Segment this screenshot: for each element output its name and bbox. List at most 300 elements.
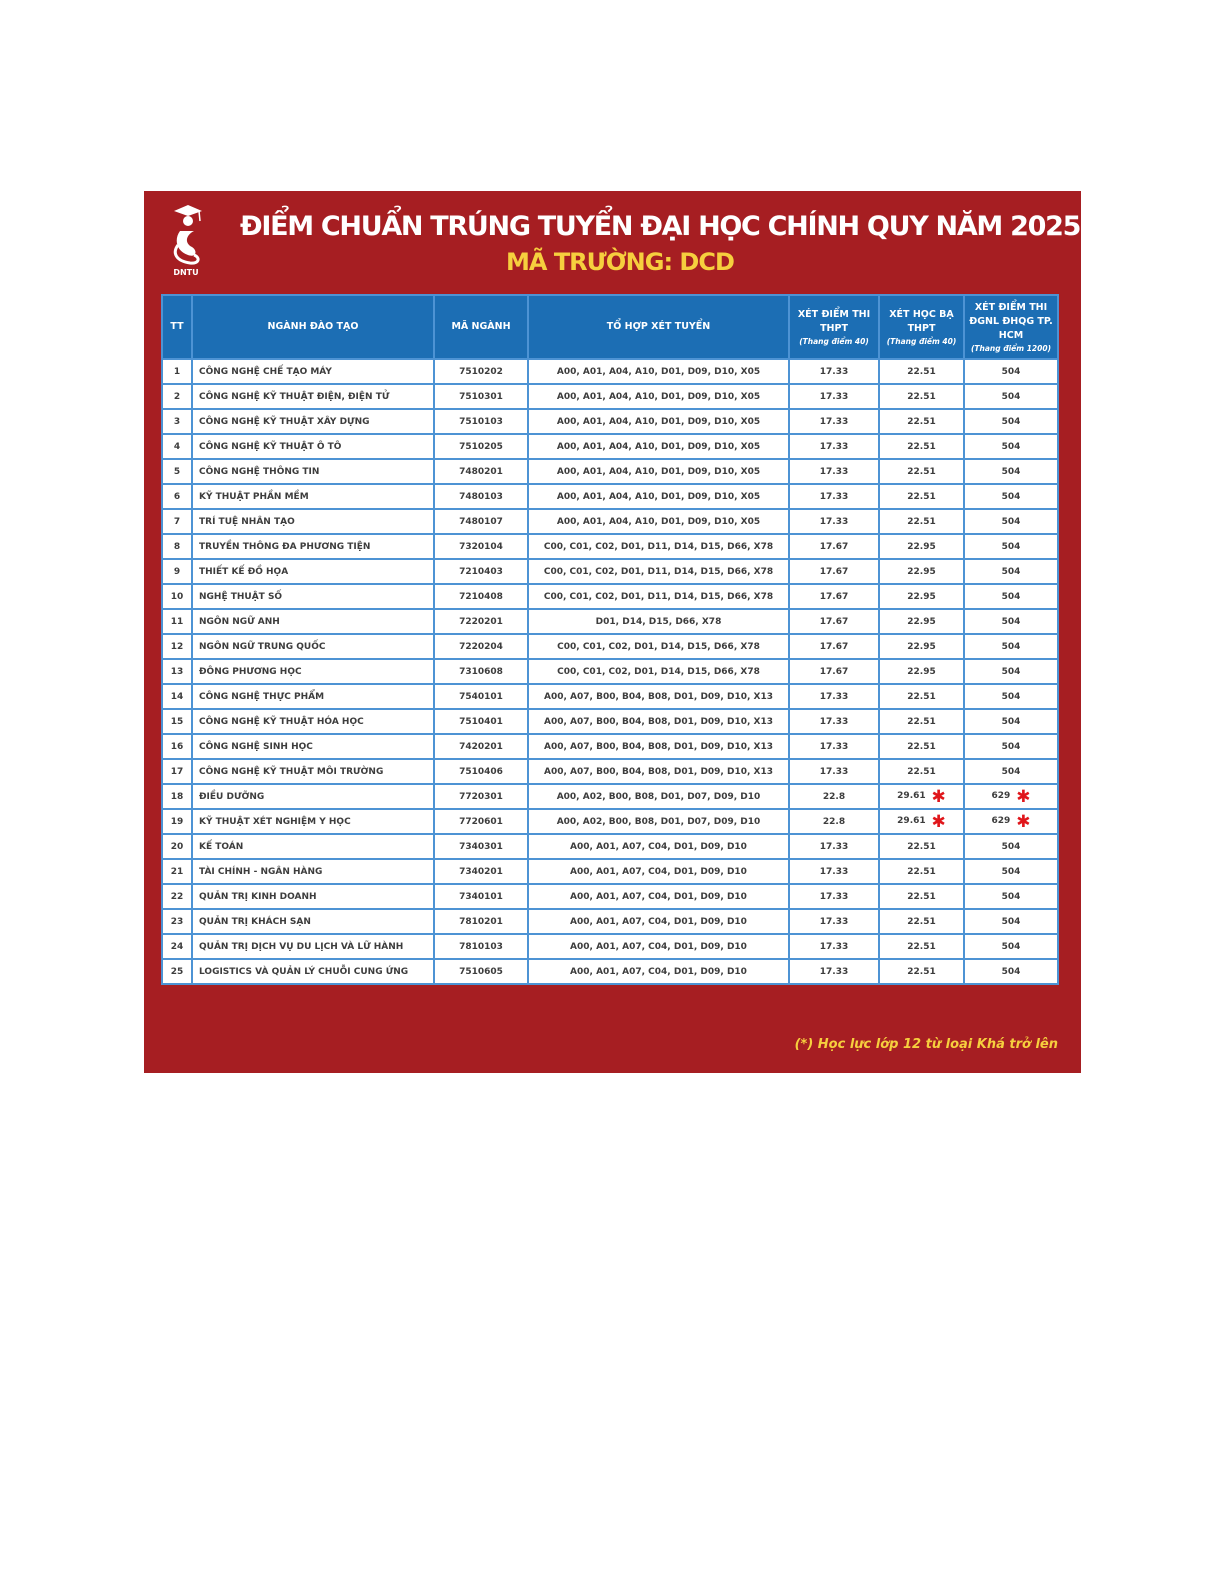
cell-tt [162,509,192,534]
cell-dgnl-value: 504 [1001,566,1021,577]
cell-major [192,434,434,459]
cell-combo [528,609,789,634]
cell-tt [162,734,192,759]
cell-thpt [789,784,879,809]
cell-combo [528,534,789,559]
cell-tt-value: 6 [173,491,181,502]
cell-tt-value: 13 [170,666,184,677]
logo-text: DNTU [173,268,199,277]
cell-hocba-value: 22.51 [907,916,936,927]
cell-code [434,384,528,409]
cell-tt-value: 22 [170,891,184,902]
cell-code [434,459,528,484]
cell-combo-value: A00, A01, A07, C04, D01, D09, D10 [570,966,747,977]
cell-dgnl [964,584,1058,609]
cell-major-value: CÔNG NGHỆ SINH HỌC [199,741,313,752]
cell-dgnl [964,409,1058,434]
admission-poster [144,191,1081,1073]
cell-combo [528,784,789,809]
cell-major-value: TRÍ TUỆ NHÂN TẠO [199,516,295,527]
cell-hocba-value: 22.51 [907,441,936,452]
cell-combo [528,734,789,759]
cell-code [434,534,528,559]
cell-hocba-value: 22.51 [907,416,936,427]
asterisk-icon: ✱ [925,787,946,807]
cell-major-value: CÔNG NGHỆ KỸ THUẬT ĐIỆN, ĐIỆN TỬ [199,391,390,402]
header-hocba-unit: (Thang điểm 40) [886,336,957,346]
table-row [162,784,1058,809]
cell-thpt-value: 17.33 [819,466,849,477]
cell-dgnl-value: 504 [1001,666,1021,677]
cell-code [434,609,528,634]
cell-major-value: QUẢN TRỊ KINH DOANH [199,891,317,902]
cell-hocba-value: 22.51 [907,766,936,777]
cell-major-value: LOGISTICS VÀ QUẢN LÝ CHUỖI CUNG ỨNG [199,966,409,977]
cell-thpt [789,484,879,509]
cell-code [434,409,528,434]
cell-combo [528,909,789,934]
cell-combo-value: A00, A01, A07, C04, D01, D09, D10 [570,891,747,902]
cell-major-value: THIẾT KẾ ĐỒ HỌA [199,566,289,577]
table-row [162,559,1058,584]
cell-hocba-value: 22.51 [907,691,936,702]
cell-major-value: TRUYỀN THÔNG ĐA PHƯƠNG TIỆN [199,541,371,552]
cell-combo-value: C00, C01, C02, D01, D11, D14, D15, D66, X78 [543,541,774,552]
cell-hocba [879,384,964,409]
cell-combo [528,584,789,609]
cell-hocba [879,584,964,609]
header-combo: TỔ HỢP XÉT TUYỂN [528,295,789,359]
cell-combo [528,709,789,734]
cell-thpt-value: 17.33 [819,416,849,427]
cell-tt-value: 19 [170,816,184,827]
cell-code [434,484,528,509]
cell-hocba [879,659,964,684]
table-row [162,484,1058,509]
cell-code-value: 7720301 [459,791,503,802]
cell-thpt [789,459,879,484]
cell-major-value: KỸ THUẬT XÉT NGHIỆM Y HỌC [199,816,351,827]
cell-dgnl-value: 504 [1001,916,1021,927]
cell-thpt-value: 17.33 [819,441,849,452]
cell-major [192,884,434,909]
cell-thpt [789,759,879,784]
cell-tt-value: 14 [170,691,184,702]
cell-code [434,809,528,834]
cell-tt [162,559,192,584]
table-row [162,509,1058,534]
cell-major [192,759,434,784]
cell-major-value: QUẢN TRỊ DỊCH VỤ DU LỊCH VÀ LỮ HÀNH [199,941,404,952]
cell-tt [162,434,192,459]
cell-thpt-value: 17.33 [819,916,849,927]
cell-tt [162,384,192,409]
cell-combo-value: A00, A01, A07, C04, D01, D09, D10 [570,941,747,952]
cell-thpt [789,934,879,959]
cell-dgnl [964,384,1058,409]
cell-dgnl-value: 504 [1001,966,1021,977]
cell-code [434,934,528,959]
cell-code-value: 7510401 [459,716,503,727]
cell-major [192,534,434,559]
cell-thpt-value: 17.67 [819,566,849,577]
cell-thpt-value: 17.67 [819,641,849,652]
cell-hocba [879,434,964,459]
cell-major-value: CÔNG NGHỆ KỸ THUẬT MÔI TRƯỜNG [199,766,384,777]
cell-tt-value: 7 [173,516,181,527]
cell-tt [162,884,192,909]
asterisk-icon: ✱ [1010,787,1031,807]
cell-combo-value: A00, A02, B00, B08, D01, D07, D09, D10 [556,816,761,827]
cell-hocba-value: 22.51 [907,466,936,477]
cell-tt [162,484,192,509]
cell-combo [528,409,789,434]
cell-code-value: 7480103 [459,491,503,502]
cell-combo-value: A00, A01, A04, A10, D01, D09, D10, X05 [556,466,761,477]
cell-dgnl [964,734,1058,759]
cell-thpt-value: 17.33 [819,966,849,977]
dntu-logo [166,199,206,277]
cell-hocba-value: 22.51 [907,391,936,402]
cell-hocba [879,484,964,509]
table-row [162,659,1058,684]
cell-hocba-value: 22.95 [907,666,936,677]
cell-code-value: 7340301 [459,841,503,852]
cell-hocba-value: 22.51 [907,966,936,977]
cell-combo-value: A00, A07, B00, B04, B08, D01, D09, D10, X13 [544,766,773,777]
cell-dgnl [964,759,1058,784]
cell-tt [162,759,192,784]
cell-major [192,509,434,534]
cell-dgnl-value: 504 [1001,841,1021,852]
cell-thpt-value: 17.33 [819,516,849,527]
cell-code [434,709,528,734]
cell-code [434,509,528,534]
cell-hocba [879,834,964,859]
table-row [162,809,1058,834]
cell-dgnl [964,809,1058,834]
cell-thpt [789,859,879,884]
cell-dgnl-value: 504 [1001,466,1021,477]
cell-code-value: 7210403 [459,566,503,577]
cell-thpt-value: 17.33 [819,716,849,727]
cell-dgnl [964,784,1058,809]
cell-thpt-value: 17.33 [819,866,849,877]
cell-hocba [879,359,964,384]
cell-dgnl-value: 504 [1001,366,1021,377]
footnote: (*) Học lực lớp 12 từ loại Khá trở lên [794,1037,1058,1052]
cell-thpt [789,659,879,684]
cell-combo-value: A00, A01, A04, A10, D01, D09, D10, X05 [556,441,761,452]
cell-combo [528,884,789,909]
cell-hocba [879,784,964,809]
cell-tt [162,659,192,684]
table-row [162,534,1058,559]
cell-tt [162,809,192,834]
cell-tt [162,534,192,559]
cell-code [434,659,528,684]
cell-code-value: 7310608 [459,666,503,677]
cell-tt-value: 10 [170,591,184,602]
cell-tt-value: 16 [170,741,184,752]
cell-combo-value: A00, A01, A07, C04, D01, D09, D10 [570,916,747,927]
cell-code-value: 7510103 [459,416,503,427]
table-row [162,909,1058,934]
cell-hocba [879,859,964,884]
cell-tt [162,859,192,884]
cell-thpt-value: 17.67 [819,541,849,552]
cell-hocba [879,734,964,759]
cell-code [434,784,528,809]
cell-code-value: 7720601 [459,816,503,827]
cell-tt-value: 8 [173,541,181,552]
cell-dgnl-value: 504 [1001,441,1021,452]
header-code: MÃ NGÀNH [434,295,528,359]
cell-major-value: CÔNG NGHỆ THỰC PHẨM [199,691,325,702]
cell-tt [162,409,192,434]
cell-code-value: 7340201 [459,866,503,877]
cell-major-value: CÔNG NGHỆ THÔNG TIN [199,466,320,477]
cell-thpt [789,609,879,634]
cell-thpt [789,884,879,909]
cell-combo-value: A00, A07, B00, B04, B08, D01, D09, D10, X13 [544,691,773,702]
cell-combo [528,509,789,534]
cell-thpt [789,834,879,859]
cell-code-value: 7510301 [459,391,503,402]
cell-thpt-value: 17.67 [819,666,849,677]
table-body [162,359,1058,984]
cell-code [434,959,528,984]
cell-combo-value: A00, A07, B00, B04, B08, D01, D09, D10, X13 [544,741,773,752]
cell-major [192,909,434,934]
cell-major [192,659,434,684]
cell-dgnl [964,534,1058,559]
cell-hocba-value: 22.51 [907,841,936,852]
cell-major [192,709,434,734]
cell-major [192,584,434,609]
header-thpt-label: XÉT ĐIỂM THI THPT [797,308,871,334]
cell-major [192,809,434,834]
cell-hocba [879,959,964,984]
cell-thpt [789,434,879,459]
cell-tt [162,834,192,859]
cell-dgnl-value: 629 [991,816,1011,826]
cell-thpt [789,359,879,384]
cell-code-value: 7810103 [459,941,503,952]
cell-combo-value: C00, C01, C02, D01, D11, D14, D15, D66, X78 [543,566,774,577]
cell-combo [528,834,789,859]
table-row [162,759,1058,784]
cell-combo [528,484,789,509]
cell-code [434,734,528,759]
cell-dgnl [964,684,1058,709]
cell-combo-value: A00, A01, A07, C04, D01, D09, D10 [570,841,747,852]
cell-tt [162,959,192,984]
cell-dgnl-value: 504 [1001,616,1021,627]
cell-code [434,909,528,934]
cell-thpt [789,409,879,434]
cell-thpt [789,384,879,409]
cell-hocba [879,909,964,934]
cell-major [192,684,434,709]
cell-major [192,384,434,409]
cell-code-value: 7320104 [459,541,503,552]
cell-hocba-value: 22.51 [907,741,936,752]
cell-major [192,459,434,484]
cell-hocba-value: 22.95 [907,641,936,652]
cell-combo [528,809,789,834]
cell-thpt-value: 22.8 [822,816,846,827]
cell-code-value: 7510202 [459,366,503,377]
cell-combo-value: A00, A01, A04, A10, D01, D09, D10, X05 [556,391,761,402]
cell-hocba-value: 22.51 [907,491,936,502]
cell-hocba-value: 22.51 [907,366,936,377]
cell-dgnl-value: 504 [1001,741,1021,752]
cell-dgnl-value: 504 [1001,516,1021,527]
cell-code [434,434,528,459]
cell-major-value: ĐÔNG PHƯƠNG HỌC [199,666,302,677]
cell-thpt [789,959,879,984]
cell-combo-value: C00, C01, C02, D01, D11, D14, D15, D66, X78 [543,591,774,602]
school-code: MÃ TRƯỜNG: DCD [506,248,734,276]
cell-code [434,559,528,584]
cell-tt-value: 5 [173,466,181,477]
header-dgnl-unit: (Thang điểm 1200) [970,343,1052,353]
cell-tt-value: 11 [170,616,184,627]
cell-thpt-value: 17.33 [819,891,849,902]
cell-major-value: CÔNG NGHỆ CHẾ TẠO MÁY [199,366,332,377]
cell-combo [528,634,789,659]
table-row [162,359,1058,384]
cell-major-value: NGHỆ THUẬT SỐ [199,591,283,602]
cell-hocba [879,759,964,784]
cell-hocba [879,884,964,909]
cell-hocba [879,534,964,559]
cell-tt [162,784,192,809]
cell-hocba-value: 22.51 [907,941,936,952]
table-row [162,934,1058,959]
cell-major [192,834,434,859]
table-row [162,584,1058,609]
cell-dgnl-value: 504 [1001,866,1021,877]
table-row [162,434,1058,459]
cell-combo [528,359,789,384]
cell-major [192,734,434,759]
cell-combo [528,459,789,484]
cell-dgnl [964,909,1058,934]
cell-combo-value: A00, A01, A04, A10, D01, D09, D10, X05 [556,366,761,377]
cell-dgnl-value: 504 [1001,766,1021,777]
cell-combo [528,659,789,684]
table-row [162,884,1058,909]
cell-thpt-value: 17.33 [819,941,849,952]
cell-code-value: 7220204 [459,641,503,652]
header-thpt-unit: (Thang điểm 40) [799,336,869,346]
cell-tt-value: 23 [170,916,184,927]
cell-major [192,784,434,809]
cell-dgnl [964,634,1058,659]
cell-tt [162,909,192,934]
cell-tt-value: 3 [173,416,181,427]
cell-hocba [879,459,964,484]
cell-combo [528,684,789,709]
cell-code [434,759,528,784]
cell-combo [528,959,789,984]
table-row [162,834,1058,859]
cell-dgnl [964,609,1058,634]
cell-dgnl-value: 504 [1001,391,1021,402]
asterisk-icon: ✱ [1010,812,1031,832]
cell-major-value: KỸ THUẬT PHẦN MỀM [199,491,309,502]
cell-code [434,884,528,909]
cell-dgnl [964,559,1058,584]
cell-code-value: 7540101 [459,691,503,702]
cell-major [192,409,434,434]
cell-combo-value: A00, A01, A04, A10, D01, D09, D10, X05 [556,416,761,427]
cell-code [434,834,528,859]
asterisk-icon: ✱ [925,812,946,832]
cell-hocba-value: 22.51 [907,716,936,727]
cell-combo [528,559,789,584]
cell-major-value: ĐIỀU DƯỠNG [199,791,265,802]
cell-hocba-value: 22.51 [907,866,936,877]
cell-dgnl-value: 504 [1001,891,1021,902]
cell-tt-value: 25 [170,966,184,977]
cell-tt-value: 24 [170,941,184,952]
cell-code-value: 7210408 [459,591,503,602]
cell-major-value: CÔNG NGHỆ KỸ THUẬT Ô TÔ [199,441,342,452]
cell-dgnl-value: 504 [1001,641,1021,652]
table-row [162,959,1058,984]
table-row [162,384,1058,409]
cell-thpt-value: 17.67 [819,616,849,627]
table-row [162,684,1058,709]
cell-code-value: 7480201 [459,466,503,477]
cell-hocba [879,809,964,834]
cell-thpt [789,684,879,709]
cell-dgnl [964,959,1058,984]
cell-thpt-value: 17.33 [819,691,849,702]
table-row [162,459,1058,484]
cell-tt-value: 2 [173,391,181,402]
cell-hocba-value: 22.51 [907,516,936,527]
cell-tt [162,634,192,659]
cell-code-value: 7510605 [459,966,503,977]
header-thpt [789,295,879,359]
cell-hocba-value: 22.95 [907,541,936,552]
cell-major [192,559,434,584]
cell-combo-value: D01, D14, D15, D66, X78 [595,616,722,627]
cell-hocba-value: 29.61 [897,816,926,826]
cell-combo-value: A00, A07, B00, B04, B08, D01, D09, D10, X13 [544,716,773,727]
cell-tt-value: 15 [170,716,184,727]
cell-hocba [879,609,964,634]
cell-tt-value: 12 [170,641,184,652]
table-header-row [162,295,1058,359]
cell-tt [162,459,192,484]
table-row [162,409,1058,434]
cell-hocba-value: 22.51 [907,891,936,902]
cell-dgnl [964,459,1058,484]
header-hocba-label: XÉT HỌC BẠ THPT [889,308,954,334]
page-title: ĐIỂM CHUẨN TRÚNG TUYỂN ĐẠI HỌC CHÍNH QUY NĂM 2025 [240,211,1081,242]
cell-dgnl-value: 504 [1001,491,1021,502]
cell-major-value: KẾ TOÁN [199,841,244,852]
cell-dgnl-value: 504 [1001,941,1021,952]
cell-dgnl [964,434,1058,459]
cell-code-value: 7420201 [459,741,503,752]
cell-combo-value: C00, C01, C02, D01, D14, D15, D66, X78 [557,641,760,652]
